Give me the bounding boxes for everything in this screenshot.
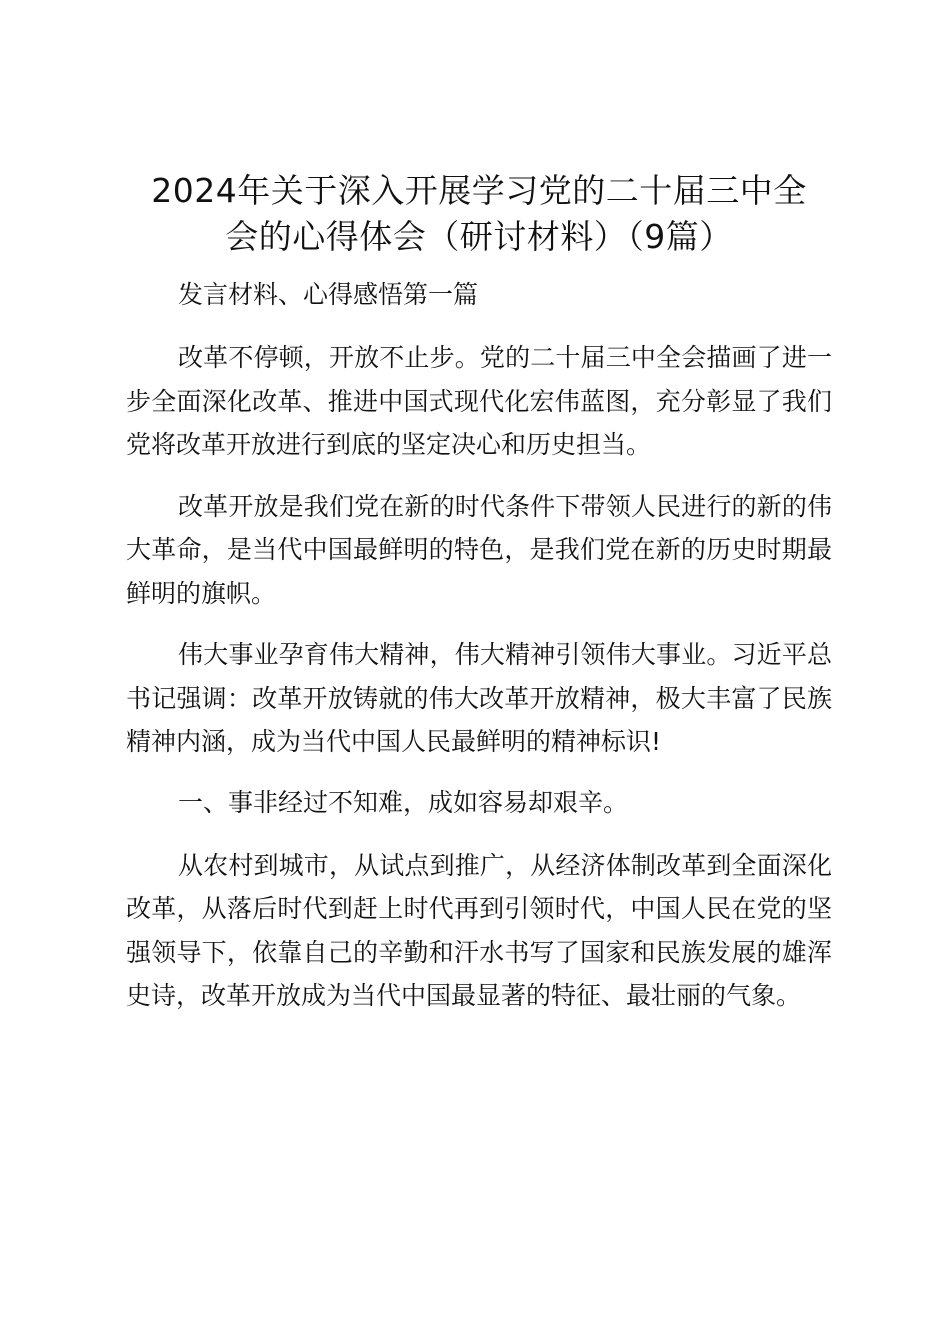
title-line-1: 2024年关于深入开展学习党的二十届三中全 [151, 171, 807, 210]
paragraph-2: 改革开放是我们党在新的时代条件下带领人民进行的新的伟大革命，是当代中国最鲜明的特色，是我们党在新的历史时期最鲜明的旗帜。 [126, 491, 832, 608]
title-line-2: 会的心得体会（研讨材料）（9篇） [225, 217, 733, 256]
section-heading-1: 一、事非经过不知难，成如容易却艰辛。 [178, 787, 629, 817]
document-title [126, 168, 832, 260]
paragraph-1: 改革不停顿，开放不止步。党的二十届三中全会描画了进一步全面深化改革、推进中国式现代化宏伟蓝图，充分彰显了我们党将改革开放进行到底的坚定决心和历史担当。 [126, 343, 832, 459]
document-subheading: 发言材料、心得感悟第一篇 [178, 280, 479, 309]
paragraph-4: 从农村到城市，从试点到推广，从经济体制改革到全面深化改革，从落后时代到赶上时代再到引领时代，中国人民在党的坚强领导下，依靠自己的辛勤和汗水书写了国家和民族发展的雄浑史诗，改革开放成为当代中国最显著的特征、最壮丽的气象。 [126, 850, 832, 1010]
paragraph-3: 伟大事业孕育伟大精神，伟大精神引领伟大事业。习近平总书记强调：改革开放铸就的伟大改革开放精神，极大丰富了民族精神内涵，成为当代中国人民最鲜明的精神标识! [126, 640, 832, 756]
